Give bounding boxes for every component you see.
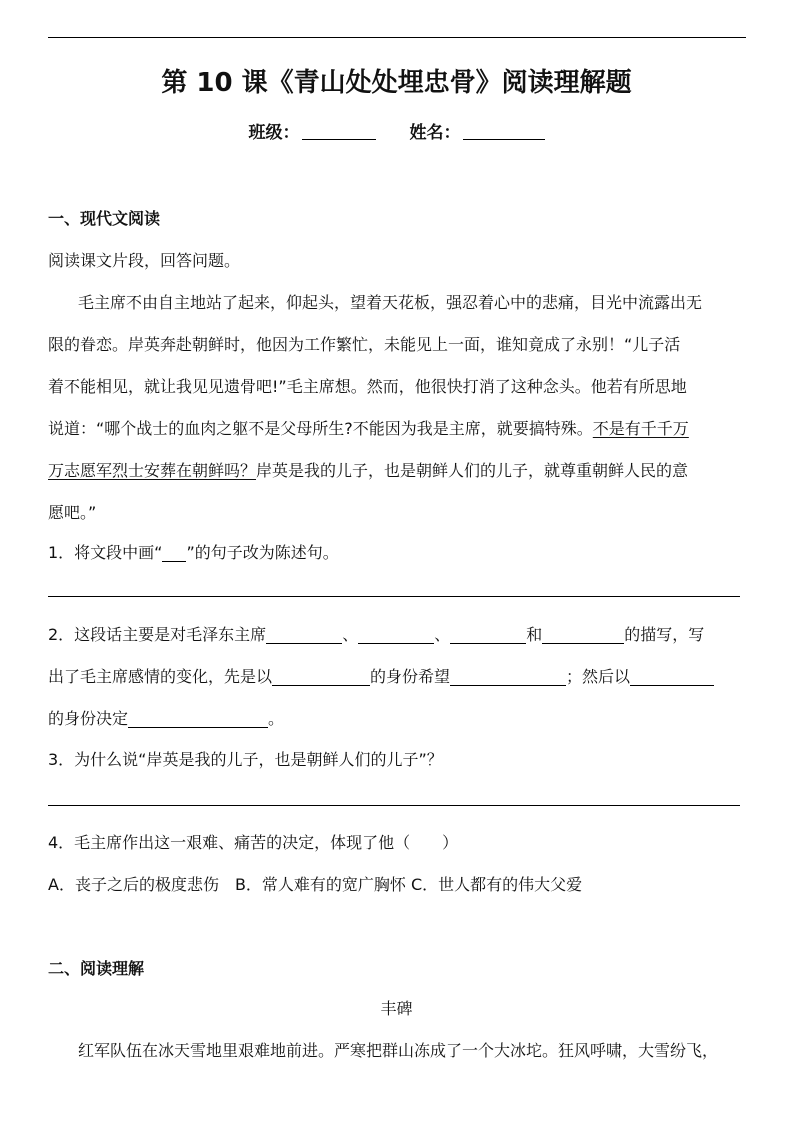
- answer-blank[interactable]: [266, 625, 342, 644]
- underline-sample: [162, 543, 186, 562]
- question-1: [48, 540, 339, 563]
- underlined-sentence: 万志愿军烈士安葬在朝鲜吗？: [48, 461, 257, 480]
- name-blank[interactable]: [463, 121, 545, 140]
- section1-instruction: 阅读课文片段，回答问题。: [48, 251, 241, 270]
- passage-line: 着不能相见，就让我见见遗骨吧!”毛主席想。然而，他很快打消了这种念头。他若有所思地: [48, 377, 687, 396]
- passage-line: [48, 458, 688, 481]
- question-2-cont: [48, 706, 284, 729]
- q2-text: 。: [268, 709, 285, 728]
- answer-blank[interactable]: [358, 625, 434, 644]
- page-title: 第 10 课《青山处处埋忠骨》阅读理解题: [161, 68, 632, 98]
- student-info: [0, 118, 793, 143]
- question-4-options: A．丧子之后的极度悲伤 B．常人难有的宽广胸怀 C．世人都有的伟大父爱: [48, 875, 583, 894]
- question-4: 4．毛主席作出这一艰难、痛苦的决定，体现了他（ ）: [48, 833, 459, 852]
- top-rule: [48, 37, 746, 38]
- q2-text: ；然后以: [566, 667, 631, 686]
- passage-line: 红军队伍在冰天雪地里艰难地前进。严寒把群山冻成了一个大冰坨。狂风呼啸，大雪纷飞，: [78, 1041, 719, 1060]
- question-2: [48, 622, 704, 645]
- q2-text: 和: [526, 625, 543, 644]
- answer-blank[interactable]: [630, 667, 714, 686]
- answer-blank[interactable]: [450, 667, 566, 686]
- passage-line: 毛主席不由自主地站了起来，仰起头，望着天花板，强忍着心中的悲痛，目光中流露出无: [78, 293, 703, 312]
- passage-title: 丰碑: [380, 999, 413, 1018]
- passage-line: [48, 416, 689, 439]
- answer-blank[interactable]: [128, 709, 268, 728]
- passage-line: 愿吧。”: [48, 503, 97, 522]
- answer-blank[interactable]: [450, 625, 526, 644]
- passage-line: 限的眷恋。岸英奔赴朝鲜时，他因为工作繁忙，未能见上一面，谁知竟成了永别！“儿子活: [48, 335, 681, 354]
- q2-text: 的描写，写: [624, 625, 705, 644]
- q2-text: 的身份希望: [370, 667, 451, 686]
- class-label: 班级：: [248, 123, 300, 143]
- underlined-sentence: 不是有千千万: [592, 419, 689, 438]
- q2-text: 的身份决定: [48, 709, 129, 728]
- answer-line-q3[interactable]: [48, 805, 740, 806]
- answer-line-q1[interactable]: [48, 596, 740, 597]
- answer-blank[interactable]: [272, 667, 370, 686]
- q1-text: ”的句子改为陈述句。: [186, 543, 339, 562]
- q2-text: 、: [434, 625, 451, 644]
- class-blank[interactable]: [302, 121, 376, 140]
- passage-text: 岸英是我的儿子，也是朝鲜人们的儿子，就尊重朝鲜人民的意: [256, 461, 689, 480]
- section2-heading: 二、阅读理解: [48, 959, 145, 978]
- question-2-cont: [48, 664, 714, 687]
- passage-text: 说道：“哪个战士的血肉之躯不是父母所生?不能因为我是主席，就要搞特殊。: [48, 419, 593, 438]
- question-3: 3．为什么说“岸英是我的儿子，也是朝鲜人们的儿子”？: [48, 750, 443, 769]
- q2-text: 2．这段话主要是对毛泽东主席: [48, 625, 267, 644]
- answer-blank[interactable]: [542, 625, 624, 644]
- q1-text: 1．将文段中画“: [48, 543, 163, 562]
- q2-text: 、: [342, 625, 359, 644]
- q2-text: 出了毛主席感情的变化，先是以: [48, 667, 273, 686]
- name-label: 姓名：: [409, 123, 461, 143]
- section1-heading: 一、现代文阅读: [48, 209, 161, 228]
